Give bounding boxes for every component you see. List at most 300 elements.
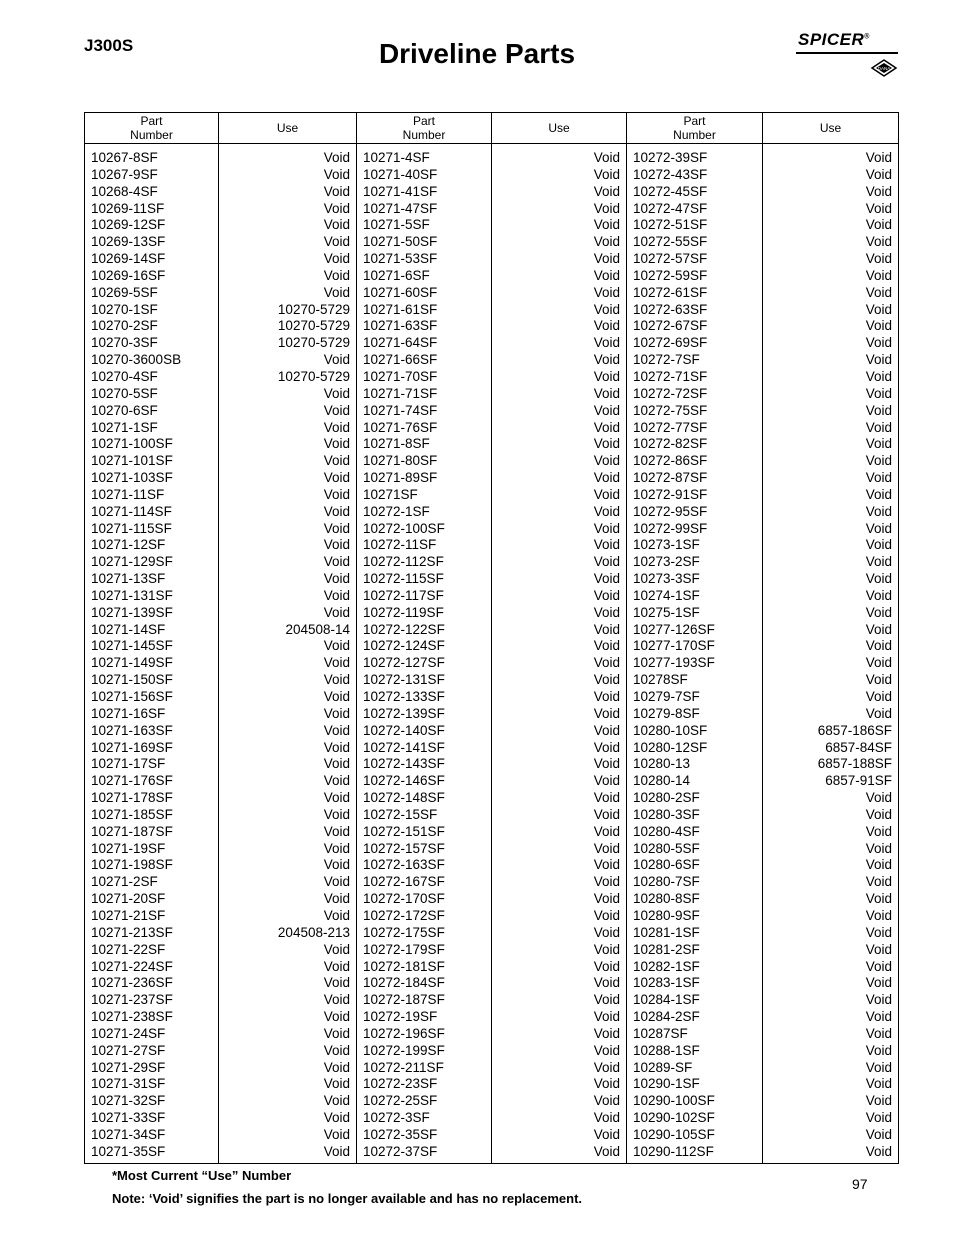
use-value: Void (865, 891, 892, 907)
use-value: Void (593, 503, 620, 519)
use-value: Void (593, 604, 620, 620)
part-number: 10271-17SF (91, 756, 166, 772)
part-number: 10271-21SF (91, 907, 166, 923)
part-number: 10284-2SF (633, 1009, 700, 1025)
use-value: 6857-84SF (825, 739, 892, 755)
use-value: Void (593, 705, 620, 721)
use-value: Void (865, 150, 892, 165)
part-number: 10272-196SF (363, 1025, 445, 1041)
use-value: Void (323, 773, 350, 789)
use-value: Void (323, 975, 350, 991)
page-title: Driveline Parts (378, 38, 576, 69)
part-number-column-1 (85, 144, 219, 1164)
use-value: Void (593, 655, 620, 671)
use-value: Void (323, 1059, 350, 1075)
part-number: 10272-87SF (633, 470, 708, 486)
use-value: Void (323, 840, 350, 856)
part-number: 10271-1SF (91, 419, 158, 435)
part-number: 10271-31SF (91, 1076, 166, 1092)
part-number: 10271-12SF (91, 537, 166, 553)
use-value: Void (323, 385, 350, 401)
use-value: Void (865, 200, 892, 216)
dana-badge-text: DANA (877, 66, 891, 71)
use-column-1 (219, 144, 357, 1164)
part-number: 10272-91SF (633, 486, 708, 502)
part-number: 10272-23SF (363, 1076, 438, 1092)
use-value: Void (323, 587, 350, 603)
footnote-current-use: *Most Current “Use” Number (112, 1168, 292, 1183)
part-number: 10271-163SF (91, 722, 173, 738)
part-number: 10277-193SF (633, 655, 715, 671)
part-number: 10270-5SF (91, 385, 158, 401)
part-number: 10280-3SF (633, 806, 700, 822)
part-number: 10280-6SF (633, 857, 700, 873)
use-value: 10270-5729 (277, 301, 350, 317)
use-value: Void (323, 857, 350, 873)
use-value: Void (865, 352, 892, 368)
use-value: Void (323, 166, 350, 182)
part-number: 10280-2SF (633, 790, 700, 806)
use-value: Void (865, 486, 892, 502)
part-number: 10272-139SF (363, 705, 445, 721)
use-value: Void (323, 419, 350, 435)
part-number: 10271-236SF (91, 975, 173, 991)
use-value: Void (323, 992, 350, 1008)
use-value: Void (323, 436, 350, 452)
use-value: Void (593, 891, 620, 907)
part-number: 10272-11SF (363, 537, 437, 553)
use-value: Void (323, 790, 350, 806)
part-number: 10271-32SF (91, 1093, 166, 1109)
part-number: 10271-5SF (363, 217, 430, 233)
header-use-2: Use (492, 113, 627, 144)
part-number: 10272-47SF (633, 200, 708, 216)
use-value: Void (323, 453, 350, 469)
use-value: Void (593, 992, 620, 1008)
part-number: 10280-4SF (633, 823, 700, 839)
use-value: Void (593, 1009, 620, 1025)
use-value: Void (593, 1042, 620, 1058)
use-value: Void (865, 402, 892, 418)
part-number: 10271-100SF (91, 436, 173, 452)
part-number: 10287SF (633, 1025, 688, 1041)
part-number: 10271-19SF (91, 840, 166, 856)
use-value: 204508-14 (285, 621, 350, 637)
use-value: Void (865, 537, 892, 553)
part-number: 10273-1SF (633, 537, 700, 553)
part-number: 10271-47SF (363, 200, 438, 216)
use-value: 204508-213 (277, 924, 350, 940)
part-number: 10271-103SF (91, 470, 173, 486)
use-value: Void (865, 604, 892, 620)
use-value: Void (865, 823, 892, 839)
use-value: Void (323, 150, 350, 165)
use-value: Void (323, 1093, 350, 1109)
part-number: 10271-114SF (91, 503, 172, 519)
use-column-2 (492, 144, 627, 1164)
part-number: 10272-119SF (363, 604, 444, 620)
use-value: Void (865, 301, 892, 317)
part-number: 10279-8SF (633, 705, 700, 721)
part-number: 10273-3SF (633, 571, 700, 587)
part-number: 10271-2SF (91, 874, 158, 890)
part-number: 10272-19SF (363, 1009, 438, 1025)
use-value: Void (593, 318, 620, 334)
part-number: 10271-198SF (91, 857, 173, 873)
part-number-column-3 (627, 144, 763, 1164)
use-value: Void (323, 1143, 350, 1159)
use-value: Void (865, 621, 892, 637)
use-value: Void (593, 1076, 620, 1092)
part-number: 10272-122SF (363, 621, 445, 637)
use-value: Void (865, 587, 892, 603)
part-number: 10272-167SF (363, 874, 445, 890)
part-number: 10271-35SF (91, 1143, 166, 1159)
use-value: Void (865, 436, 892, 452)
part-number: 10269-13SF (91, 234, 166, 250)
part-number: 10274-1SF (633, 587, 700, 603)
part-number: 10272-163SF (363, 857, 445, 873)
use-value: Void (865, 1110, 892, 1126)
part-number: 10290-100SF (633, 1093, 715, 1109)
use-value: Void (593, 554, 620, 570)
part-number: 10289-SF (633, 1059, 693, 1075)
use-value: Void (865, 1009, 892, 1025)
part-number: 10280-12SF (633, 739, 708, 755)
part-number: 10269-12SF (91, 217, 166, 233)
part-number: 10272-72SF (633, 385, 708, 401)
part-number: 10271-156SF (91, 689, 173, 704)
use-value: Void (593, 436, 620, 452)
use-value: Void (593, 806, 620, 822)
part-number: 10271-6SF (363, 267, 430, 283)
part-number: 10277-126SF (633, 621, 715, 637)
use-value: Void (593, 385, 620, 401)
use-value: Void (593, 183, 620, 199)
use-value: Void (323, 891, 350, 907)
part-number: 10271-224SF (91, 958, 173, 974)
use-value: Void (865, 638, 892, 654)
part-number: 10272-115SF (363, 571, 444, 587)
part-number: 10283-1SF (633, 975, 700, 991)
part-number: 10271-64SF (363, 335, 438, 351)
part-number: 10271-61SF (363, 301, 438, 317)
use-value: Void (593, 1143, 620, 1159)
use-value: Void (593, 419, 620, 435)
part-number: 10290-105SF (633, 1126, 715, 1142)
use-value: Void (865, 470, 892, 486)
part-number: 10272-151SF (363, 823, 445, 839)
use-value: Void (593, 234, 620, 250)
part-number: 10277-170SF (633, 638, 715, 654)
header-use-1: Use (219, 113, 357, 144)
part-number: 10271-150SF (91, 672, 173, 688)
use-value: Void (323, 907, 350, 923)
use-value: Void (593, 368, 620, 384)
use-value: Void (323, 267, 350, 283)
use-value: Void (593, 773, 620, 789)
use-value: Void (323, 705, 350, 721)
use-value: Void (323, 1042, 350, 1058)
use-value: Void (593, 1093, 620, 1109)
use-value: Void (323, 486, 350, 502)
part-number: 10272-99SF (633, 520, 708, 536)
use-value: Void (593, 1025, 620, 1041)
use-value: 6857-186SF (817, 722, 892, 738)
part-number: 10267-9SF (91, 166, 158, 182)
use-value: Void (865, 520, 892, 536)
use-value: Void (865, 992, 892, 1008)
use-value: Void (865, 1093, 892, 1109)
part-number: 10272-179SF (363, 941, 445, 957)
use-value: Void (865, 907, 892, 923)
part-number: 10272-148SF (363, 790, 445, 806)
use-value: Void (865, 840, 892, 856)
use-value: Void (865, 1076, 892, 1092)
use-value: Void (593, 638, 620, 654)
use-value: Void (593, 200, 620, 216)
use-value: Void (593, 958, 620, 974)
use-value: Void (593, 739, 620, 755)
use-value: Void (323, 1076, 350, 1092)
part-number: 10280-7SF (633, 874, 700, 890)
use-value: Void (593, 335, 620, 351)
part-number: 10272-3SF (363, 1110, 430, 1126)
use-value: Void (323, 554, 350, 570)
use-value: Void (323, 1025, 350, 1041)
part-number: 10272-124SF (363, 638, 445, 654)
use-value: Void (593, 166, 620, 182)
part-number: 10271-40SF (363, 166, 438, 182)
use-value: Void (593, 267, 620, 283)
use-value: Void (323, 352, 350, 368)
part-number: 10271SF (363, 486, 418, 502)
part-number: 10281-2SF (633, 941, 700, 957)
use-value: Void (323, 503, 350, 519)
part-number: 10271-8SF (363, 436, 430, 452)
part-number: 10272-141SF (363, 739, 445, 755)
part-number: 10272-100SF (363, 520, 445, 536)
use-value: Void (593, 840, 620, 856)
use-value: Void (593, 1126, 620, 1142)
use-value: Void (323, 756, 350, 772)
use-value: Void (593, 790, 620, 806)
use-value: Void (593, 1059, 620, 1075)
use-value: Void (323, 874, 350, 890)
part-number: 10272-7SF (633, 352, 700, 368)
use-value: Void (323, 941, 350, 957)
part-number: 10272-131SF (363, 672, 445, 688)
use-value: Void (323, 806, 350, 822)
use-value: 6857-91SF (825, 773, 892, 789)
part-number: 10272-172SF (363, 907, 445, 923)
part-number: 10272-133SF (363, 689, 445, 704)
use-value: Void (865, 554, 892, 570)
use-value: Void (865, 806, 892, 822)
part-number: 10271-237SF (91, 992, 173, 1008)
part-number: 10272-211SF (363, 1059, 444, 1075)
use-value: Void (323, 689, 350, 704)
part-number: 10271-115SF (91, 520, 172, 536)
use-value: Void (865, 790, 892, 806)
part-number: 10281-1SF (633, 924, 700, 940)
part-number: 10280-14 (633, 773, 691, 789)
part-number: 10271-101SF (91, 453, 173, 469)
use-value: Void (865, 874, 892, 890)
part-number: 10272-37SF (363, 1143, 438, 1159)
use-value: Void (593, 571, 620, 587)
part-number: 10271-33SF (91, 1110, 166, 1126)
use-value: Void (593, 470, 620, 486)
part-number: 10267-8SF (91, 150, 158, 165)
use-value: Void (593, 672, 620, 688)
use-value: Void (593, 756, 620, 772)
part-number: 10272-86SF (633, 453, 708, 469)
part-number: 10272-157SF (363, 840, 445, 856)
use-value: Void (593, 402, 620, 418)
part-number: 10270-3600SB (91, 352, 182, 368)
part-number: 10271-27SF (91, 1042, 166, 1058)
use-value: Void (865, 335, 892, 351)
part-number: 10271-70SF (363, 368, 438, 384)
part-number: 10270-4SF (91, 368, 158, 384)
use-value: Void (593, 975, 620, 991)
table-body-row (85, 144, 899, 1164)
part-number: 10272-35SF (363, 1126, 438, 1142)
part-number: 10271-145SF (91, 638, 173, 654)
part-number: 10272-170SF (363, 891, 445, 907)
part-number-column-2 (357, 144, 492, 1164)
part-number: 10272-199SF (363, 1042, 445, 1058)
part-number: 10271-74SF (363, 402, 438, 418)
part-number: 10272-67SF (633, 318, 708, 334)
part-number: 10272-140SF (363, 722, 445, 738)
part-number: 10271-149SF (91, 655, 173, 671)
use-value: Void (593, 537, 620, 553)
part-number: 10272-175SF (363, 924, 445, 940)
part-number: 10272-61SF (633, 284, 708, 300)
use-value: 10270-5729 (277, 368, 350, 384)
part-number: 10272-43SF (633, 166, 708, 182)
part-number: 10288-1SF (633, 1042, 700, 1058)
use-value: Void (323, 520, 350, 536)
use-value: Void (865, 958, 892, 974)
use-column-3 (763, 144, 899, 1164)
part-number: 10282-1SF (633, 958, 700, 974)
part-number: 10272-1SF (363, 503, 430, 519)
part-number: 10270-3SF (91, 335, 158, 351)
header-part-number-2: Part Number (357, 113, 492, 144)
use-value: 10270-5729 (277, 318, 350, 334)
part-number: 10284-1SF (633, 992, 700, 1008)
page-number: 97 (852, 1176, 868, 1192)
part-number: 10280-9SF (633, 907, 700, 923)
part-number: 10271-129SF (91, 554, 173, 570)
part-number: 10275-1SF (633, 604, 700, 620)
part-number: 10272-55SF (633, 234, 708, 250)
part-number: 10272-69SF (633, 335, 708, 351)
use-value: Void (593, 520, 620, 536)
part-number: 10272-112SF (363, 554, 444, 570)
part-number: 10271-34SF (91, 1126, 166, 1142)
part-number: 10273-2SF (633, 554, 700, 570)
use-value: Void (865, 672, 892, 688)
part-number: 10270-2SF (91, 318, 158, 334)
use-value: Void (323, 1009, 350, 1025)
use-value: Void (323, 284, 350, 300)
part-number: 10279-7SF (633, 689, 700, 704)
part-number: 10272-63SF (633, 301, 708, 317)
use-value: Void (323, 183, 350, 199)
use-value: Void (323, 1126, 350, 1142)
use-value: 10270-5729 (277, 335, 350, 351)
use-value: Void (865, 284, 892, 300)
use-value: Void (323, 571, 350, 587)
part-number: 10271-50SF (363, 234, 438, 250)
part-number: 10272-57SF (633, 251, 708, 267)
use-value: Void (323, 1110, 350, 1126)
use-value: Void (865, 183, 892, 199)
use-value: Void (593, 587, 620, 603)
part-number: 10272-82SF (633, 436, 708, 452)
part-number: 10271-76SF (363, 419, 438, 435)
part-number: 10271-24SF (91, 1025, 166, 1041)
use-value: Void (593, 352, 620, 368)
use-value: Void (593, 941, 620, 957)
part-number: 10290-102SF (633, 1110, 715, 1126)
use-value: Void (865, 705, 892, 721)
part-number: 10272-143SF (363, 756, 445, 772)
part-number: 10272-117SF (363, 587, 444, 603)
use-value: Void (593, 907, 620, 923)
part-number: 10270-1SF (91, 301, 158, 317)
part-number: 10271-139SF (91, 604, 173, 620)
catalog-code: J300S (84, 36, 134, 55)
use-value: Void (323, 958, 350, 974)
use-value: Void (323, 470, 350, 486)
part-number: 10271-16SF (91, 705, 166, 721)
spicer-logo (796, 30, 900, 78)
part-number: 10269-16SF (91, 267, 166, 283)
part-number: 10272-71SF (633, 368, 708, 384)
use-value: Void (593, 924, 620, 940)
part-number: 10272-181SF (363, 958, 445, 974)
use-value: Void (865, 857, 892, 873)
part-number: 10271-131SF (91, 587, 173, 603)
use-value: Void (593, 689, 620, 704)
part-number: 10272-146SF (363, 773, 445, 789)
part-number: 10280-8SF (633, 891, 700, 907)
part-number: 10269-11SF (91, 200, 165, 216)
part-number: 10270-6SF (91, 402, 158, 418)
use-value: Void (865, 217, 892, 233)
use-value: Void (865, 234, 892, 250)
part-number: 10272-45SF (633, 183, 708, 199)
use-value: Void (323, 739, 350, 755)
use-value: Void (865, 655, 892, 671)
use-value: Void (865, 419, 892, 435)
part-number: 10271-71SF (363, 385, 438, 401)
part-number: 10280-5SF (633, 840, 700, 856)
part-number: 10271-4SF (363, 150, 430, 165)
use-value: Void (865, 1059, 892, 1075)
use-value: Void (323, 217, 350, 233)
use-value: Void (865, 1143, 892, 1159)
part-number: 10272-95SF (633, 503, 708, 519)
part-number: 10290-1SF (633, 1076, 700, 1092)
part-number: 10272-39SF (633, 150, 708, 165)
part-number: 10272-15SF (363, 806, 438, 822)
